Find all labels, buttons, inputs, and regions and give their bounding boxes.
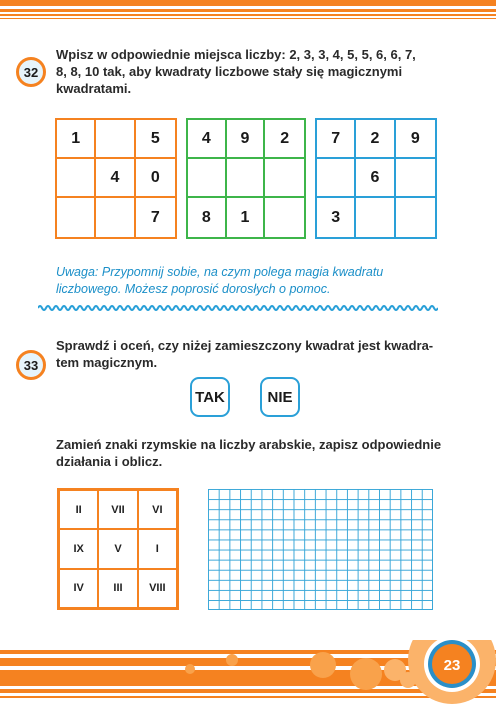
exercise-33-instruction: [56, 436, 456, 470]
exercise-number-badge: [16, 350, 46, 380]
magic-square-cell[interactable]: 3: [317, 198, 356, 237]
page-number: 23: [443, 657, 461, 674]
roman-numeral-cell: IV: [59, 569, 98, 608]
roman-numeral-cell: I: [138, 529, 177, 568]
roman-numeral-cell: VII: [98, 490, 137, 529]
magic-square-cell[interactable]: 6: [356, 159, 395, 198]
magic-square-cell[interactable]: [356, 198, 395, 237]
exercise-number-badge: [16, 57, 46, 87]
magic-square-cell[interactable]: 7: [150, 208, 160, 226]
magic-square-cell[interactable]: 8: [188, 198, 227, 237]
magic-square-cell[interactable]: 2: [356, 120, 395, 159]
exercise-number: 32: [23, 64, 39, 80]
magic-square-cell[interactable]: 7: [317, 120, 356, 159]
instruction-line: 8, 8, 10 tak, aby kwadraty liczbowe stały się magicznymi: [56, 64, 403, 79]
instruction-line: kwadratami.: [56, 81, 132, 96]
question-line: Sprawdź i oceń, czy niżej zamieszczony kwadrat jest kwadra-: [56, 338, 434, 353]
roman-numeral-cell: IX: [59, 529, 98, 568]
exercise-32-instruction: [56, 46, 446, 97]
exercise-33-question: [56, 337, 446, 371]
no-button[interactable]: [260, 377, 300, 417]
magic-square-cell[interactable]: 5: [136, 120, 175, 159]
magic-square-cell[interactable]: 4: [188, 120, 227, 159]
note-line: liczbowego. Możesz poprosić dorosłych o pomoc.: [56, 282, 331, 296]
roman-numeral-cell: II: [59, 490, 98, 529]
magic-square-orange: [55, 118, 177, 239]
roman-numeral-cell: VI: [138, 490, 177, 529]
magic-square-cell[interactable]: 1: [227, 198, 266, 237]
yes-label: TAK: [195, 388, 225, 406]
magic-square-cell[interactable]: [57, 198, 96, 237]
roman-numeral-square: [57, 488, 179, 610]
no-label: NIE: [267, 388, 293, 406]
roman-numeral-cell: VIII: [138, 569, 177, 608]
instruction-line: Wpisz w odpowiednie miejsca liczby: 2, 3, 3, 4, 5, 5, 6, 6, 7,: [56, 47, 416, 62]
magic-square-cell[interactable]: [188, 159, 227, 198]
magic-square-cell[interactable]: 9: [396, 120, 435, 159]
magic-square-cell[interactable]: [57, 159, 96, 198]
magic-square-cell[interactable]: 4: [96, 159, 135, 198]
magic-square-cell[interactable]: 1: [57, 120, 96, 159]
top-stripes: [0, 0, 496, 30]
magic-square-cell[interactable]: [265, 198, 304, 237]
magic-square-cell[interactable]: [396, 159, 435, 198]
instruction-line: działania i oblicz.: [56, 454, 163, 469]
note-line: Uwaga: Przypomnij sobie, na czym polega magia kwadratu: [56, 265, 384, 279]
hint-note: [56, 264, 456, 298]
roman-numeral-cell: III: [98, 569, 137, 608]
magic-square-cell[interactable]: [265, 159, 304, 198]
magic-square-cell[interactable]: 2: [265, 120, 304, 159]
roman-numeral-cell: V: [98, 529, 137, 568]
magic-square-cell[interactable]: 9: [227, 120, 266, 159]
wavy-divider: [38, 303, 438, 313]
magic-square-cell[interactable]: [96, 198, 135, 237]
magic-square-cell[interactable]: [396, 198, 435, 237]
footer-decoration: [0, 640, 496, 706]
magic-square-cell[interactable]: [96, 120, 135, 159]
instruction-line: Zamień znaki rzymskie na liczby arabskie, zapisz odpowiednie: [56, 437, 442, 452]
magic-square-cell[interactable]: [317, 159, 356, 198]
magic-square-blue: [315, 118, 437, 239]
question-line: tem magicznym.: [56, 355, 158, 370]
magic-square-green: [186, 118, 306, 239]
magic-square-cell[interactable]: 0: [136, 159, 175, 198]
squared-answer-grid[interactable]: [208, 489, 433, 610]
magic-square-cell[interactable]: [227, 159, 266, 198]
exercise-number: 33: [23, 357, 39, 373]
yes-button[interactable]: [190, 377, 230, 417]
